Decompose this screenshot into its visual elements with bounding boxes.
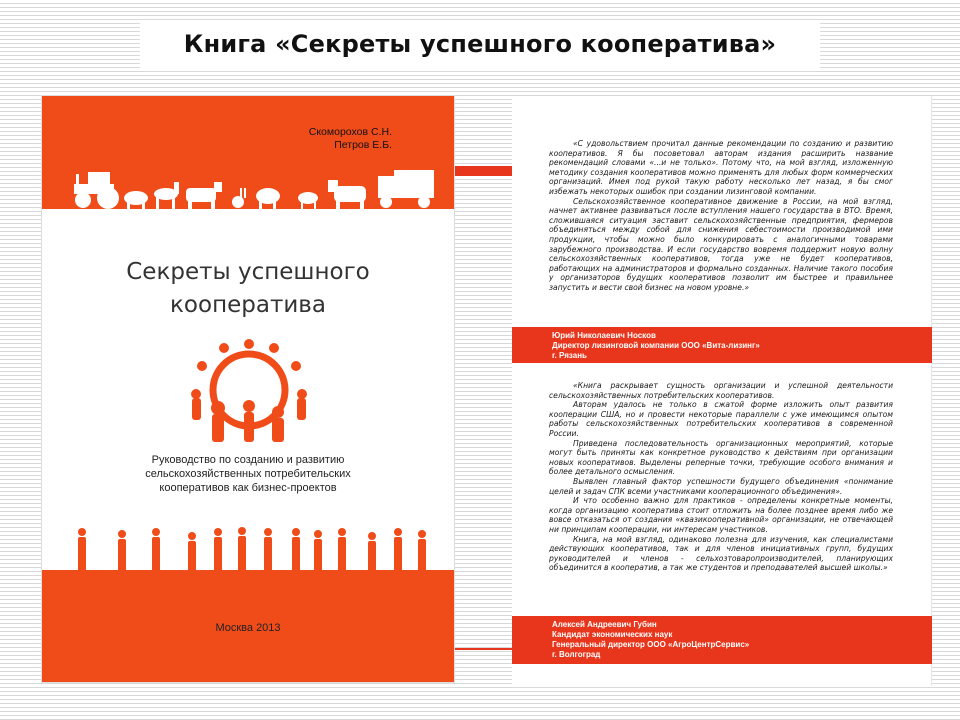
person-figure <box>152 528 160 575</box>
review-2-paragraph: Книга, на мой взгляд, одинаково полезна для изучения, как специалистами действующих кооперативов, так и для членов инициативных групп, будущих руководителей и членов - сельхозтоваропроизводителей, планирующих объединится в кооператив, а так же студентов и преподавателей высшей школы.» <box>549 534 893 573</box>
review-2-paragraph: И что особенно важно для практиков - определены конкретные моменты, когда организацию кооператива стоит отложить на более позднее время либо же вовсе отказаться от создания «квазикооперативной» организации, не отвечающей ни принципам кооперации, ни интересам участников. <box>549 496 893 534</box>
bull-icon <box>328 180 366 210</box>
cover-city-year: Москва 2013 <box>215 622 281 634</box>
subtitle-line-3: кооперативов как бизнес-проектов <box>159 482 337 494</box>
author-2: Петров Е.Б. <box>334 139 392 151</box>
book-title-line-2: кооператива <box>170 292 326 318</box>
review-2-author-name: Алексей Андреевич Губин <box>552 620 657 629</box>
reviews-page <box>512 96 932 686</box>
accent-stub-top <box>455 166 515 176</box>
review-2-paragraph: Приведена последовательность организационных мероприятий, которые могут быть приняты как конкретное руководство к действиям при организации новых кооперативов. Выделены реперные точки, требующие особого внимания и более детального осмысления. <box>549 438 893 477</box>
cover-authors <box>309 126 392 152</box>
person-figure <box>418 530 426 575</box>
person-figure <box>188 532 196 575</box>
review-1-author-name: Юрий Николаевич Носков <box>552 331 656 340</box>
lamb-icon <box>298 192 318 209</box>
author-1: Скоморохов С.Н. <box>308 126 392 138</box>
sheep-icon <box>256 188 280 209</box>
person-figure <box>314 530 322 575</box>
cow-icon <box>186 182 222 210</box>
review-1-text <box>549 139 893 293</box>
page-edge <box>931 96 932 686</box>
person-figure <box>292 528 300 575</box>
person-figure <box>214 528 222 575</box>
review-2-author-degree: Кандидат экономических наук <box>552 630 673 639</box>
book-title <box>42 256 454 322</box>
person-figure <box>78 528 86 575</box>
person-figure <box>264 528 272 575</box>
book-cover <box>42 96 454 682</box>
rabbit-icon <box>232 188 246 208</box>
review-2-paragraph: Выявлен главный фактор успешности будущего объединения «понимание целей и задач СПК всеми участниками кооперационного объединения». <box>549 476 893 496</box>
person-figure <box>394 528 402 575</box>
review-1-paragraph: «С удовольствием прочитал данные рекомендации по созданию и развитию кооперативов. Я бы посоветовал авторам издания расширить название рекомендаций словами «...и не только». Потому что, на мой взгляд, изложенную методику создания кооперативов можно применять для любых форм коммерческих организаций. Имея под рукой такую работу несколько лет назад, я бы смог избежать некоторых ошибок при создании лизинговой компании. <box>549 139 893 196</box>
book-subtitle <box>42 453 454 495</box>
pig-icon <box>124 191 148 209</box>
people-circle-image <box>184 336 314 444</box>
tractor-icon <box>74 172 119 209</box>
review-1-author-position: Директор лизинговой компании ООО «Вита-лизинг» <box>552 341 760 350</box>
person-figure <box>368 532 376 575</box>
slide-title: Книга «Секреты успешного кооператива» <box>183 30 777 58</box>
review-2-paragraph: «Книга раскрывает сущность организации и успешной деятельности сельскохозяйственных потребительских кооперативов. <box>549 381 893 400</box>
farm-silhouettes-image <box>68 166 438 210</box>
accent-stub-bottom <box>455 648 515 650</box>
review-2-signature <box>512 616 932 664</box>
book-title-line-1: Секреты успешного <box>126 259 370 285</box>
review-2-text <box>549 381 893 573</box>
review-1-signature <box>512 327 932 363</box>
person-figure <box>338 528 346 575</box>
subtitle-line-2: сельскохозяйственных потребительских <box>145 468 351 480</box>
subtitle-line-1: Руководство по созданию и развитию <box>151 454 345 466</box>
review-2-author-city: г. Волгоград <box>552 650 601 659</box>
truck-icon <box>378 170 434 208</box>
review-2-author-position: Генеральный директор ООО «АгроЦентрСервис» <box>552 640 750 649</box>
review-2-paragraph: Авторам удалось не только в сжатой форме изложить опыт развития кооперации США, но и провести некоторые параллели с уже имеющимся опытом работы сельскохозяйственных потребительских кооперативов в современной России. <box>549 400 893 438</box>
people-row-image <box>72 526 432 576</box>
person-figure <box>118 530 126 575</box>
review-1-paragraph: Сельскохозяйственное кооперативное движение в России, на мой взгляд, начнет активнее развиваться после вступления нашего государства в ВТО. Время, сложившаяся ситуация заставит сельскохозяйственные предприятия, фермеров объединяться между собой для снижения себестоимости производимой ими продукции, чтобы можно было конкурировать с аналогичными товарами зарубежного производства. И если государство вовремя поддержит новую волну сельскохозяйственных кооперативов, тогда уже не будет кооперативов, работающих на администраторов и формально созданных. Наличие такого пособия у организаторов будущих кооперативов позволит им быстрее и правильнее запустить и вести свой бизнес на новом уровне.» <box>549 196 893 292</box>
goat-icon <box>154 182 179 209</box>
person-figure <box>238 527 246 575</box>
review-1-author-city: г. Рязань <box>552 351 587 360</box>
